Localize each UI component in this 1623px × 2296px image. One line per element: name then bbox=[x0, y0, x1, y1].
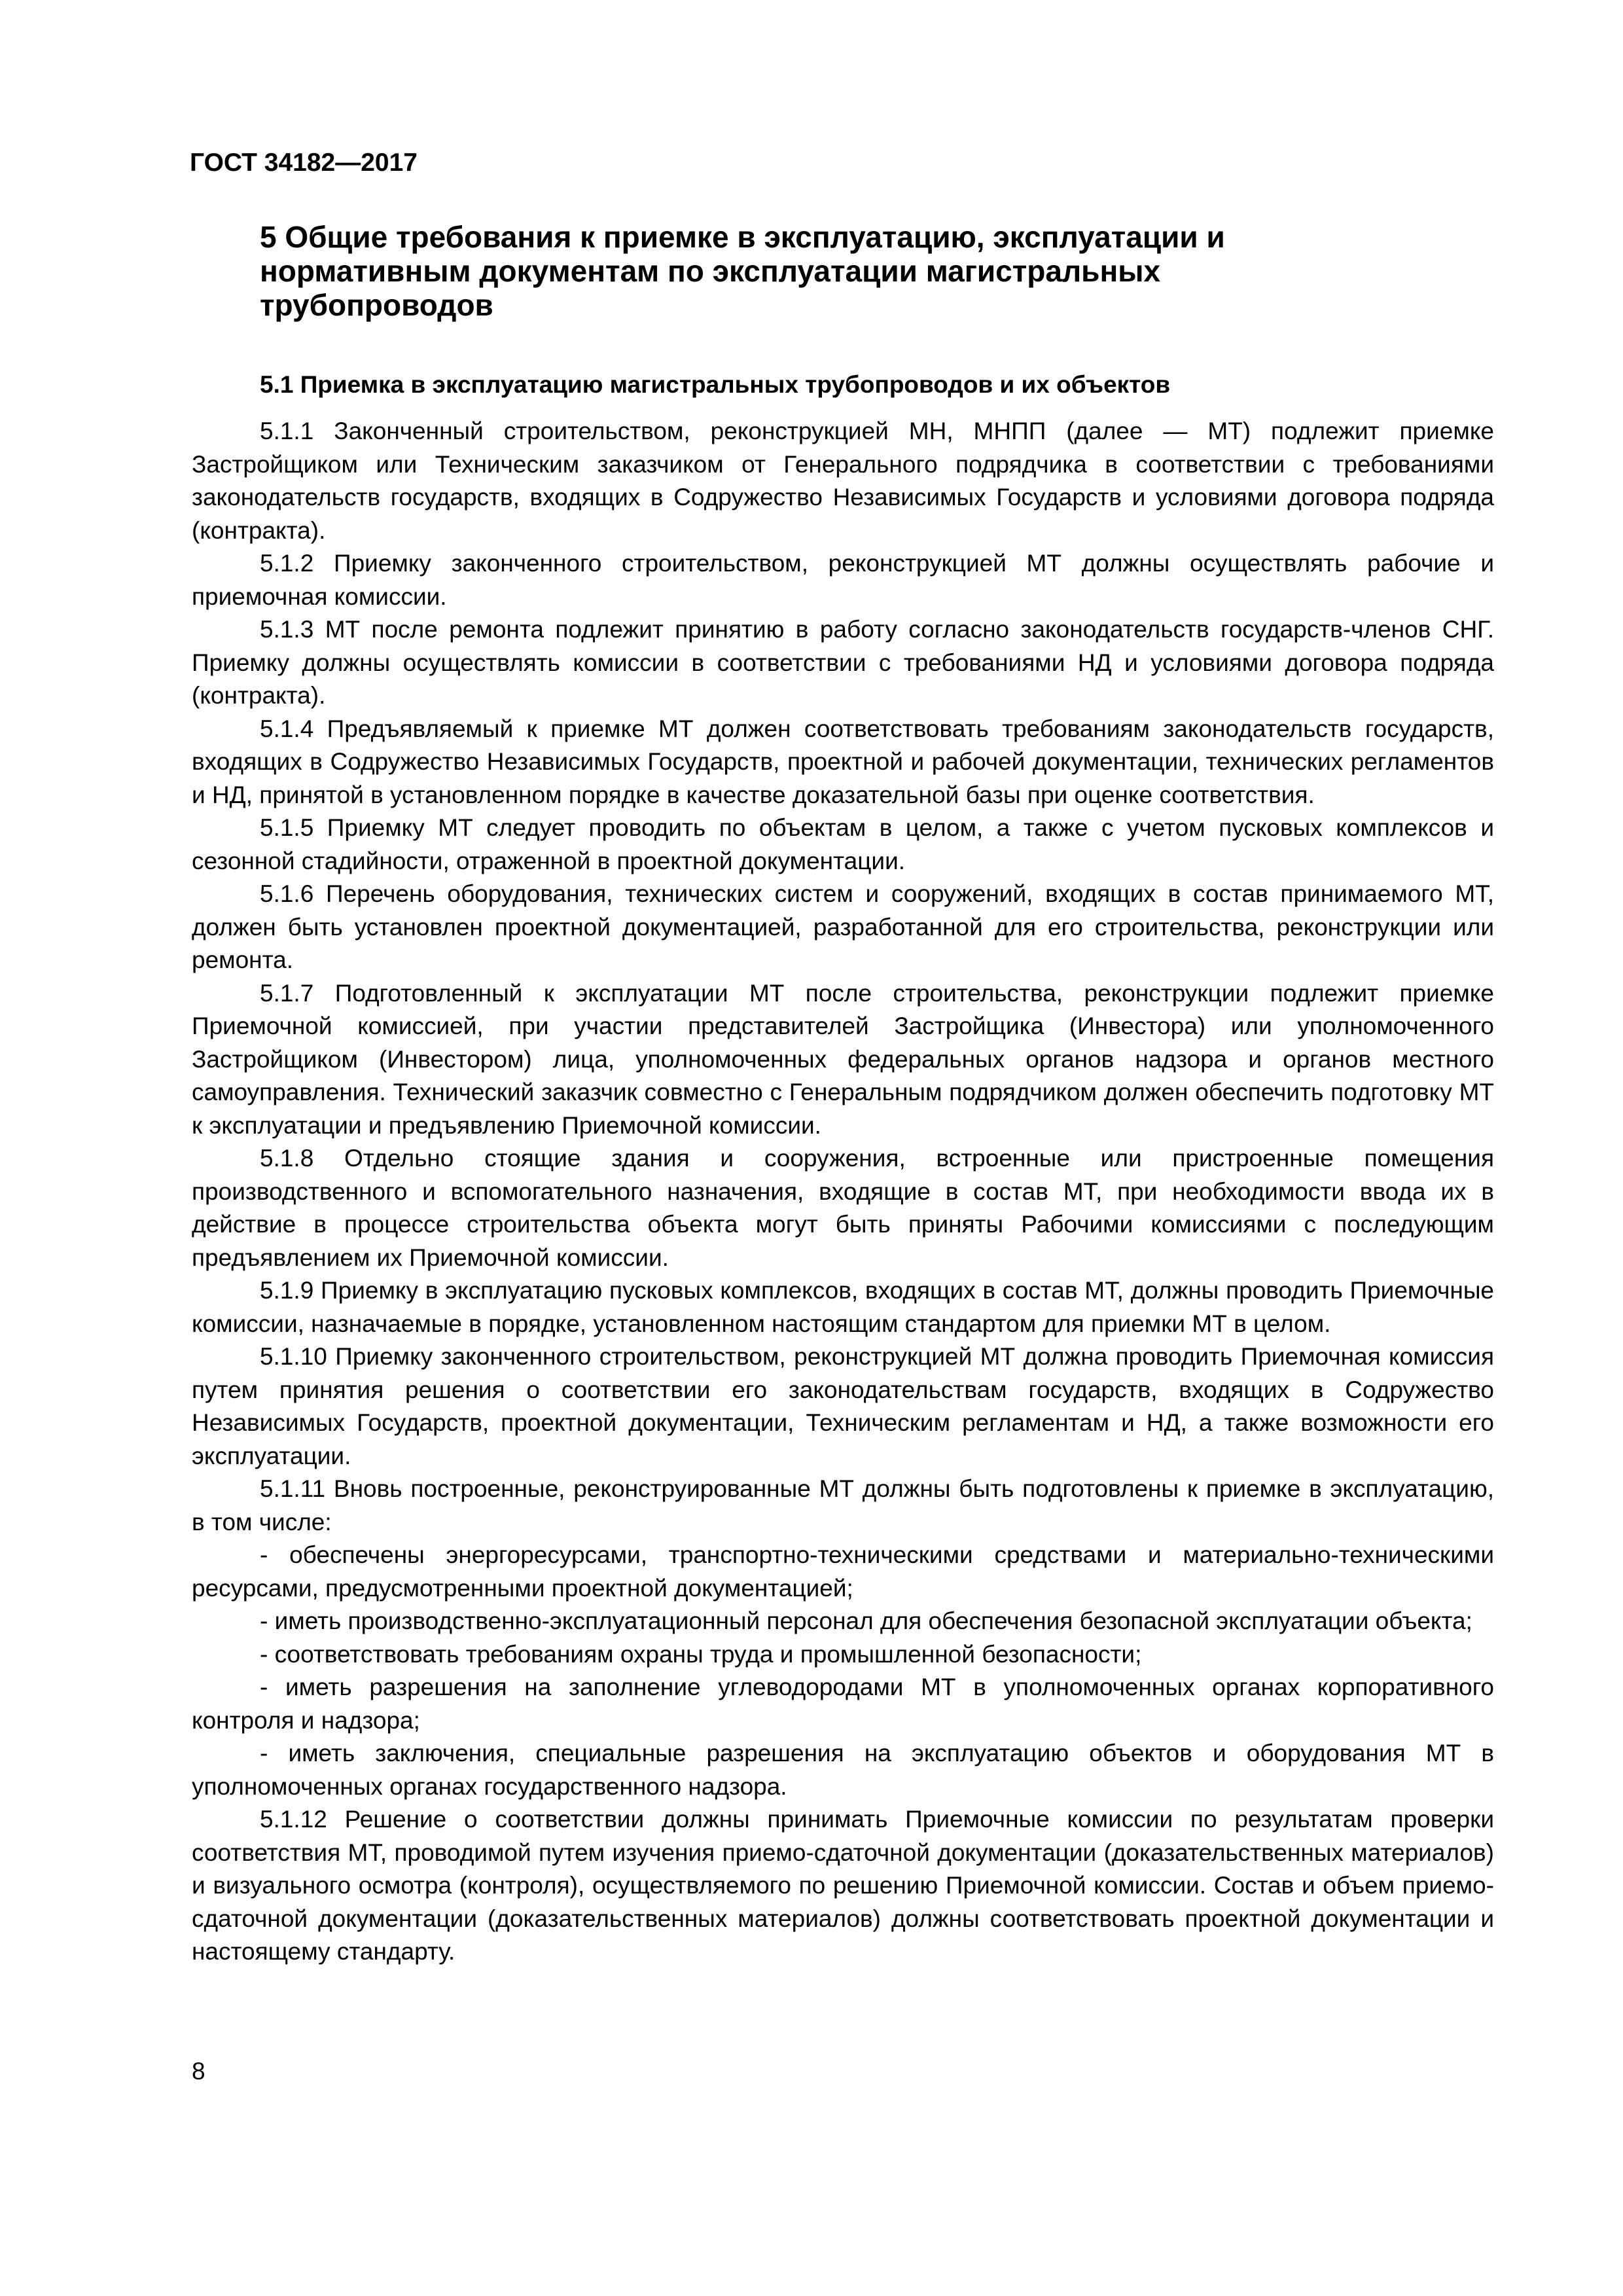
paragraph-5-1-5: 5.1.5 Приемку МТ следует проводить по объектам в целом, а также с учетом пусковых комплексов и сезонной стадийности, отраженной в проектной документации. bbox=[192, 814, 1494, 874]
list-item: - иметь заключения, специальные разрешения на эксплуатацию объектов и оборудования МТ в уполномоченных органах государственного надзора. bbox=[192, 1740, 1494, 1800]
paragraph-5-1-6: 5.1.6 Перечень оборудования, технических систем и сооружений, входящих в состав принимаемого МТ, должен быть установлен проектной документацией, разработанной для его строительства, реконструкции или ремонта. bbox=[192, 880, 1494, 973]
paragraph-5-1-1: 5.1.1 Законченный строительством, реконструкцией МН, МНПП (далее — МТ) подлежит приемке Застройщиком или Техническим заказчиком от Генерального подрядчика в соответствии с требованиями законодательств государств, входящих в Содружество Независимых Государств и условиями договора подряда (контракта). bbox=[192, 418, 1494, 544]
list-item: - иметь производственно-эксплуатационный персонал для обеспечения безопасной эксплуатации объекта; bbox=[260, 1607, 1472, 1634]
list-item: - обеспечены энергоресурсами, транспортно-техническими средствами и материально-техническими ресурсами, предусмотренными проектной документацией; bbox=[192, 1541, 1494, 1602]
paragraph-5-1-12: 5.1.12 Решение о соответствии должны принимать Приемочные комиссии по результатам проверки соответствия МТ, проводимой путем изучения приемо-сдаточной документации (доказательственных материалов) и визуального осмотра (контроля), осуществляемого по решению Приемочной комиссии. Состав и объем приемо-сдаточной документации (доказательственных материалов) должны соответствовать проектной документации и настоящему стандарту. bbox=[192, 1806, 1494, 1965]
paragraph-5-1-7: 5.1.7 Подготовленный к эксплуатации МТ после строительства, реконструкции подлежит приемке Приемочной комиссией, при участии представителей Застройщика (Инвестора) или уполномоченного Застройщиком (Инвестором) лица, уполномоченных федеральных органов надзора и органов местного самоуправления. Технический заказчик совместно с Генеральным подрядчиком должен обеспечить подготовку МТ к эксплуатации и предъявлению Приемочной комиссии. bbox=[192, 979, 1494, 1139]
section-title: 5 Общие требования к приемке в эксплуатацию, эксплуатации и нормативным документам по эксплуатации магистральных трубопроводов bbox=[260, 220, 1225, 322]
document-code: ГОСТ 34182—2017 bbox=[190, 149, 418, 177]
paragraph-5-1-9: 5.1.9 Приемку в эксплуатацию пусковых комплексов, входящих в состав МТ, должны проводить Приемочные комиссии, назначаемые в порядке, установленном настоящим стандартом для приемки МТ в целом. bbox=[192, 1277, 1494, 1337]
page-number: 8 bbox=[192, 2058, 205, 2085]
body-text bbox=[192, 415, 1494, 1969]
paragraph-5-1-4: 5.1.4 Предъявляемый к приемке МТ должен соответствовать требованиям законодательств государств, входящих в Содружество Независимых Государств, проектной и рабочей документации, технических регламентов и НД, принятой в установленном порядке в качестве доказательной базы при оценке соответствия. bbox=[192, 715, 1494, 808]
paragraph-5-1-2: 5.1.2 Приемку законченного строительством, реконструкцией МТ должны осуществлять рабочие и приемочная комиссии. bbox=[192, 550, 1494, 610]
paragraph-5-1-8: 5.1.8 Отдельно стоящие здания и сооружения, встроенные или пристроенные помещения производственного и вспомогательного назначения, входящие в состав МТ, при необходимости ввода их в действие в процессе строительства объекта могут быть приняты Рабочими комиссиями с последующим предъявлением их Приемочной комиссии. bbox=[192, 1145, 1494, 1271]
paragraph-5-1-11: 5.1.11 Вновь построенные, реконструированные МТ должны быть подготовлены к приемке в эксплуатацию, в том числе: bbox=[192, 1475, 1494, 1535]
paragraph-5-1-10: 5.1.10 Приемку законченного строительством, реконструкцией МТ должна проводить Приемочная комиссия путем принятия решения о соответствии его законодательствам государств, входящих в Содружество Независимых Государств, проектной документации, Техническим регламентам и НД, а также возможности его эксплуатации. bbox=[192, 1343, 1494, 1469]
paragraph-5-1-3: 5.1.3 МТ после ремонта подлежит принятию в работу согласно законодательств государств-членов СНГ. Приемку должны осуществлять комиссии в соответствии с требованиями НД и условиями договора подряда (контракта). bbox=[192, 616, 1494, 709]
subsection-title: 5.1 Приемка в эксплуатацию магистральных трубопроводов и их объектов bbox=[260, 371, 1171, 398]
list-item: - соответствовать требованиям охраны труда и промышленной безопасности; bbox=[260, 1640, 1142, 1668]
list-item: - иметь разрешения на заполнение углеводородами МТ в уполномоченных органах корпоративного контроля и надзора; bbox=[192, 1674, 1494, 1734]
